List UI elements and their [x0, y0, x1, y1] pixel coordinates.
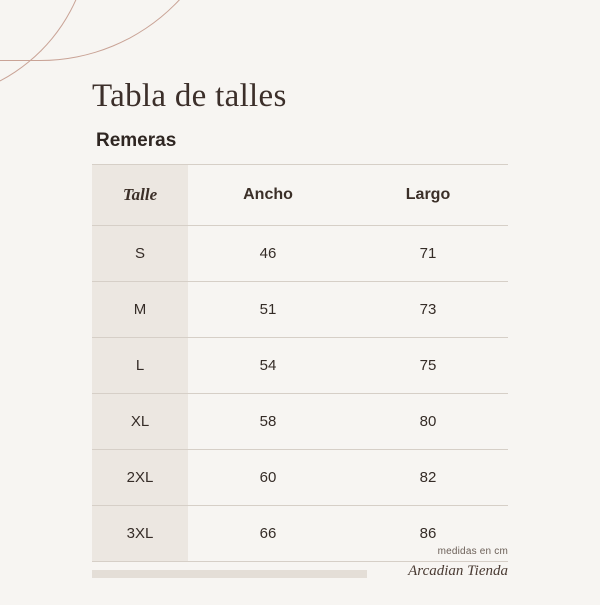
table-row: [92, 338, 508, 394]
table-row: [92, 282, 508, 338]
table-header: [92, 165, 508, 226]
table-row: [92, 450, 508, 506]
size-table-container: [92, 164, 508, 562]
cell-talle: M: [92, 282, 188, 338]
column-header-largo: Largo: [348, 165, 508, 226]
cell-ancho: 60: [188, 450, 348, 506]
table-body: [92, 226, 508, 562]
cell-ancho: 66: [188, 506, 348, 562]
cell-talle: 3XL: [92, 506, 188, 562]
bottom-accent-bar: [92, 570, 367, 578]
cell-largo: 82: [348, 450, 508, 506]
brand-name: Arcadian Tienda: [408, 563, 508, 579]
cell-largo: 86: [348, 506, 508, 562]
page-title: Tabla de talles: [92, 78, 287, 114]
cell-talle: 2XL: [92, 450, 188, 506]
cell-largo: 73: [348, 282, 508, 338]
table-row: [92, 394, 508, 450]
cell-ancho: 51: [188, 282, 348, 338]
column-header-ancho: Ancho: [188, 165, 348, 226]
cell-ancho: 46: [188, 226, 348, 282]
cell-largo: 80: [348, 394, 508, 450]
cell-ancho: 58: [188, 394, 348, 450]
table-header-row: [92, 165, 508, 226]
cell-talle: S: [92, 226, 188, 282]
cell-talle: XL: [92, 394, 188, 450]
cell-talle: L: [92, 338, 188, 394]
cell-largo: 75: [348, 338, 508, 394]
cell-ancho: 54: [188, 338, 348, 394]
measurement-note: medidas en cm: [437, 546, 508, 557]
page-subtitle: Remeras: [96, 130, 177, 151]
decorative-curve-inner: [0, 0, 91, 101]
table-row: [92, 226, 508, 282]
column-header-talle: Talle: [92, 165, 188, 226]
decorative-curve-outer: [0, 0, 231, 61]
size-table: [92, 164, 508, 562]
cell-largo: 71: [348, 226, 508, 282]
